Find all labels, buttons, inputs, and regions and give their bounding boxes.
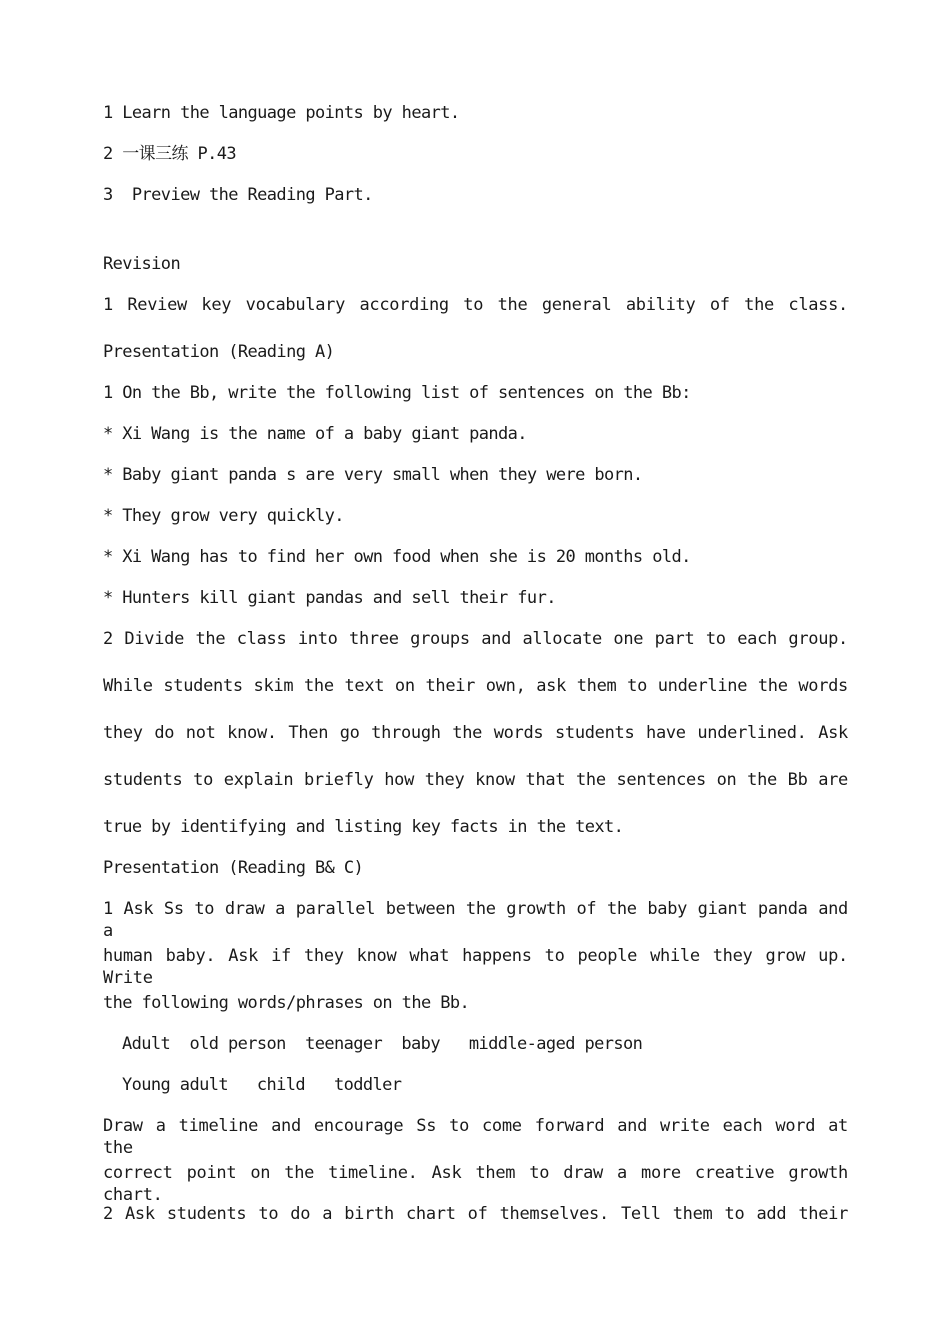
reading-bc-step-1-line: human baby. Ask if they know what happens to people while they grow up. Write: [103, 946, 848, 988]
timeline-instruction-line: correct point on the timeline. Ask them to draw a more creative growth chart.: [103, 1163, 848, 1205]
reading-a-bullet: * Baby giant panda s are very small when they were born.: [103, 465, 643, 485]
reading-a-bullet: * Hunters kill giant pandas and sell their fur.: [103, 588, 556, 608]
reading-a-bullet: * They grow very quickly.: [103, 506, 344, 526]
reading-a-heading: Presentation (Reading A): [103, 342, 335, 362]
reading-bc-heading: Presentation (Reading B& C): [103, 858, 364, 878]
revision-item-1: 1 Review key vocabulary according to the general ability of the class.: [103, 295, 848, 315]
reading-a-step-2-line: 2 Divide the class into three groups and allocate one part to each group.: [103, 629, 848, 649]
reading-a-bullet: * Xi Wang has to find her own food when she is 20 months old.: [103, 547, 691, 567]
reading-a-step-2-line: students to explain briefly how they know that the sentences on the Bb are: [103, 770, 848, 790]
reading-bc-step-1-line: 1 Ask Ss to draw a parallel between the growth of the baby giant panda and a: [103, 899, 848, 941]
homework-item-1: 1 Learn the language points by heart.: [103, 103, 460, 123]
reading-bc-step-1-line: the following words/phrases on the Bb.: [103, 993, 470, 1013]
reading-a-step-1: 1 On the Bb, write the following list of sentences on the Bb:: [103, 383, 691, 403]
reading-a-step-2-line: they do not know. Then go through the words students have underlined. Ask: [103, 723, 848, 743]
homework-item-2: 2 一课三练 P.43: [103, 144, 237, 164]
reading-a-step-2-line: true by identifying and listing key facts in the text.: [103, 817, 624, 837]
life-stage-words-row-1: Adult old person teenager baby middle-aged person: [122, 1034, 643, 1054]
timeline-instruction-line: Draw a timeline and encourage Ss to come forward and write each word at the: [103, 1116, 848, 1158]
life-stage-words-row-2: Young adult child toddler: [122, 1075, 402, 1095]
homework-item-3: 3 Preview the Reading Part.: [103, 185, 373, 205]
revision-heading: Revision: [103, 254, 181, 274]
reading-a-step-2-line: While students skim the text on their own, ask them to underline the words: [103, 676, 848, 696]
reading-a-bullet: * Xi Wang is the name of a baby giant panda.: [103, 424, 527, 444]
reading-bc-step-2-line: 2 Ask students to do a birth chart of themselves. Tell them to add their: [103, 1204, 848, 1224]
